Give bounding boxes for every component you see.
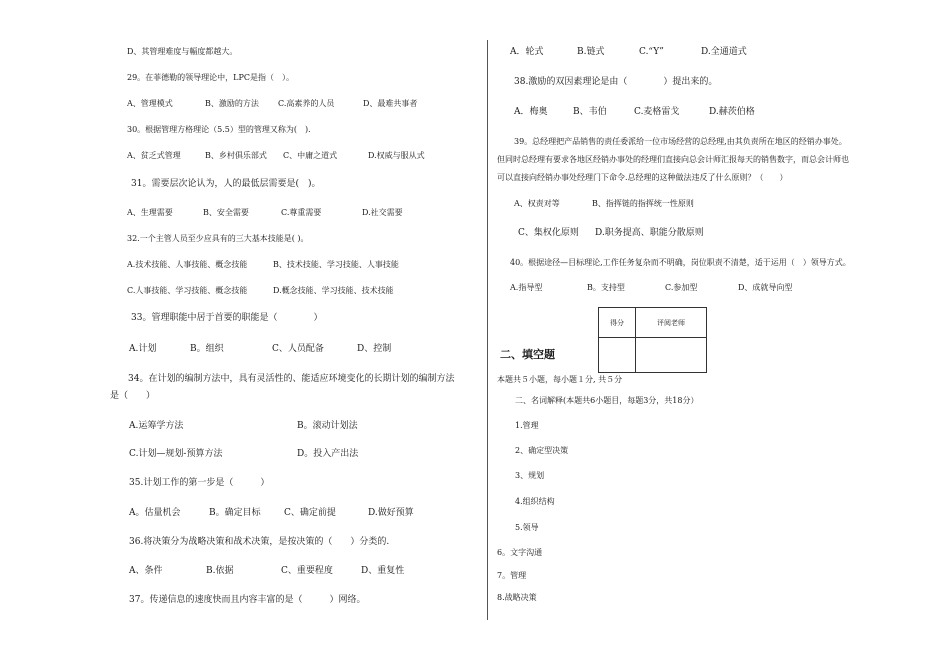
q28-option-d: D、其管理难度与幅度都越大。: [127, 47, 238, 56]
term-3: 3、规划: [515, 471, 545, 480]
q38-option-d: D.赫茨伯格: [709, 107, 755, 117]
q31-option-d: D.社交需要: [362, 208, 403, 217]
q39-option-c: C、集权化原则: [518, 228, 579, 238]
q37-option-c: C.“Y”: [639, 47, 664, 57]
q31-option-c: C.尊重需要: [281, 208, 322, 217]
q38-option-a: A．梅奥: [514, 107, 548, 117]
question-37: 37。传递信息的速度快而且内容丰富的是（ ）网络。: [129, 595, 366, 605]
q32-option-a: A.技术技能、人事技能、概念技能: [127, 260, 248, 269]
q37-option-b: B.链式: [577, 47, 605, 57]
q29-option-b: B、激励的方法: [205, 99, 259, 108]
q40-option-a: A.指导型: [510, 283, 543, 292]
q33-option-d: D、控制: [357, 344, 392, 354]
score-header: 得分: [599, 308, 636, 338]
term-4: 4.组织结构: [515, 497, 555, 506]
term-1: 1.管理: [515, 421, 539, 430]
q37-option-d: D.全通道式: [701, 47, 747, 57]
q32-option-c: C.人事技能、学习技能、概念技能: [127, 286, 248, 295]
score-cell: [599, 338, 636, 373]
term-8: 8.战略决策: [497, 593, 537, 602]
q29-option-a: A、管理模式: [127, 99, 173, 108]
q31-option-b: B、安全需要: [203, 208, 249, 217]
q34-option-b: B。滚动计划法: [297, 421, 358, 431]
definitions-title: 二、名词解释(本题共6小题目，每题3分，共18分）: [515, 396, 699, 405]
q34-option-a: A.运筹学方法: [129, 421, 184, 431]
q32-option-b: B、技术技能、学习技能、人事技能: [273, 260, 399, 269]
reviewer-header: 评阅老师: [636, 308, 707, 338]
q40-option-c: C.参加型: [665, 283, 698, 292]
q40-option-d: D、成就导向型: [738, 283, 793, 292]
question-32: 32.一个主管人员至少应具有的三大基本技能是( )。: [127, 234, 309, 243]
term-6: 6。文字沟通: [497, 548, 543, 557]
q40-option-b: B。支持型: [587, 283, 625, 292]
question-39-line-3: 可以直接向经销办事处经理门下命令.总经理的这种做法违反了什么原则？（ ）: [497, 173, 788, 182]
question-39-line-2: 但同时总经理有要求各地区经销办事处的经理们直接向总会计师汇报每天的销售数字，而总会计师也: [497, 155, 849, 164]
question-30: 30。根据管理方格理论（5.5）型的管理又称为( )．: [127, 125, 317, 134]
section-title: 二、填空题: [500, 348, 555, 361]
q35-option-a: A。估量机会: [129, 508, 181, 518]
q33-option-b: B。组织: [190, 344, 224, 354]
question-38: 38.激励的双因素理论是由（ ）提出来的。: [514, 77, 718, 87]
question-39-line-1: 39。总经理把产品销售的责任委派给一位市场经营的总经理,由其负责所在地区的经销办事处。: [514, 137, 847, 146]
q38-option-b: B、韦伯: [573, 107, 607, 117]
section-note: 本题共５小题，每小题１分, 共５分: [497, 375, 623, 384]
q31-option-a: A、生理需要: [127, 208, 173, 217]
q36-option-d: D、重复性: [361, 566, 405, 576]
question-33: 33。管理职能中居于首要的职能是（ ）: [131, 313, 323, 323]
question-36: 36.将决策分为战略决策和战术决策，是按决策的（ ）分类的.: [129, 537, 390, 547]
question-34: 34。在计划的编制方法中，具有灵活性的、能适应环境变化的长期计划的编制方法: [128, 374, 455, 384]
question-29: 29。在菲德勒的领导理论中，LPC是指（ ）。: [127, 73, 294, 82]
question-31: 31。需要层次论认为，人的最低层需要是( )。: [131, 179, 321, 189]
q30-option-b: B、乡村俱乐部式: [205, 151, 267, 160]
q36-option-c: C、重要程度: [281, 566, 333, 576]
q30-option-c: C、中庸之道式: [283, 151, 338, 160]
question-35: 35.计划工作的第一步是（ ）: [129, 478, 270, 488]
q32-option-d: D.概念技能、学习技能、技术技能: [273, 286, 394, 295]
question-34-cont: 是（ ）: [110, 391, 156, 401]
right-column: [488, 0, 950, 672]
term-2: 2、确定型决策: [515, 446, 569, 455]
q39-option-a: A、权责对等: [514, 199, 560, 208]
q35-option-d: D.做好预算: [368, 508, 414, 518]
question-40: 40。根据途径—目标理论,工作任务复杂而不明确，岗位职责不清楚，适于运用（ ）领导方式。: [510, 258, 851, 267]
q35-option-b: B。确定目标: [209, 508, 261, 518]
q36-option-a: A、条件: [129, 566, 163, 576]
q29-option-d: D、最难共事者: [363, 99, 418, 108]
score-table: [598, 307, 707, 373]
q30-option-a: A、贫乏式管理: [127, 151, 181, 160]
term-7: 7。管理: [497, 571, 527, 580]
q37-option-a: A．轮式: [510, 47, 544, 57]
q39-option-b: B、指挥链的指挥统一性原则: [592, 199, 694, 208]
q33-option-c: C、人员配备: [272, 344, 324, 354]
q34-option-c: C.计划—规划-预算方法: [129, 449, 223, 459]
q38-option-c: C.麦格雷戈: [634, 107, 680, 117]
q39-option-d: D.职务提高、职能分散原则: [595, 228, 704, 238]
q36-option-b: B.依据: [206, 566, 234, 576]
q35-option-c: C、确定前提: [284, 508, 336, 518]
term-5: 5.领导: [515, 523, 539, 532]
q29-option-c: C.高素养的人员: [278, 99, 335, 108]
q34-option-d: D。投入产出法: [297, 449, 359, 459]
reviewer-cell: [636, 338, 707, 373]
q33-option-a: A.计划: [129, 344, 157, 354]
q30-option-d: D.权威与服从式: [368, 151, 425, 160]
